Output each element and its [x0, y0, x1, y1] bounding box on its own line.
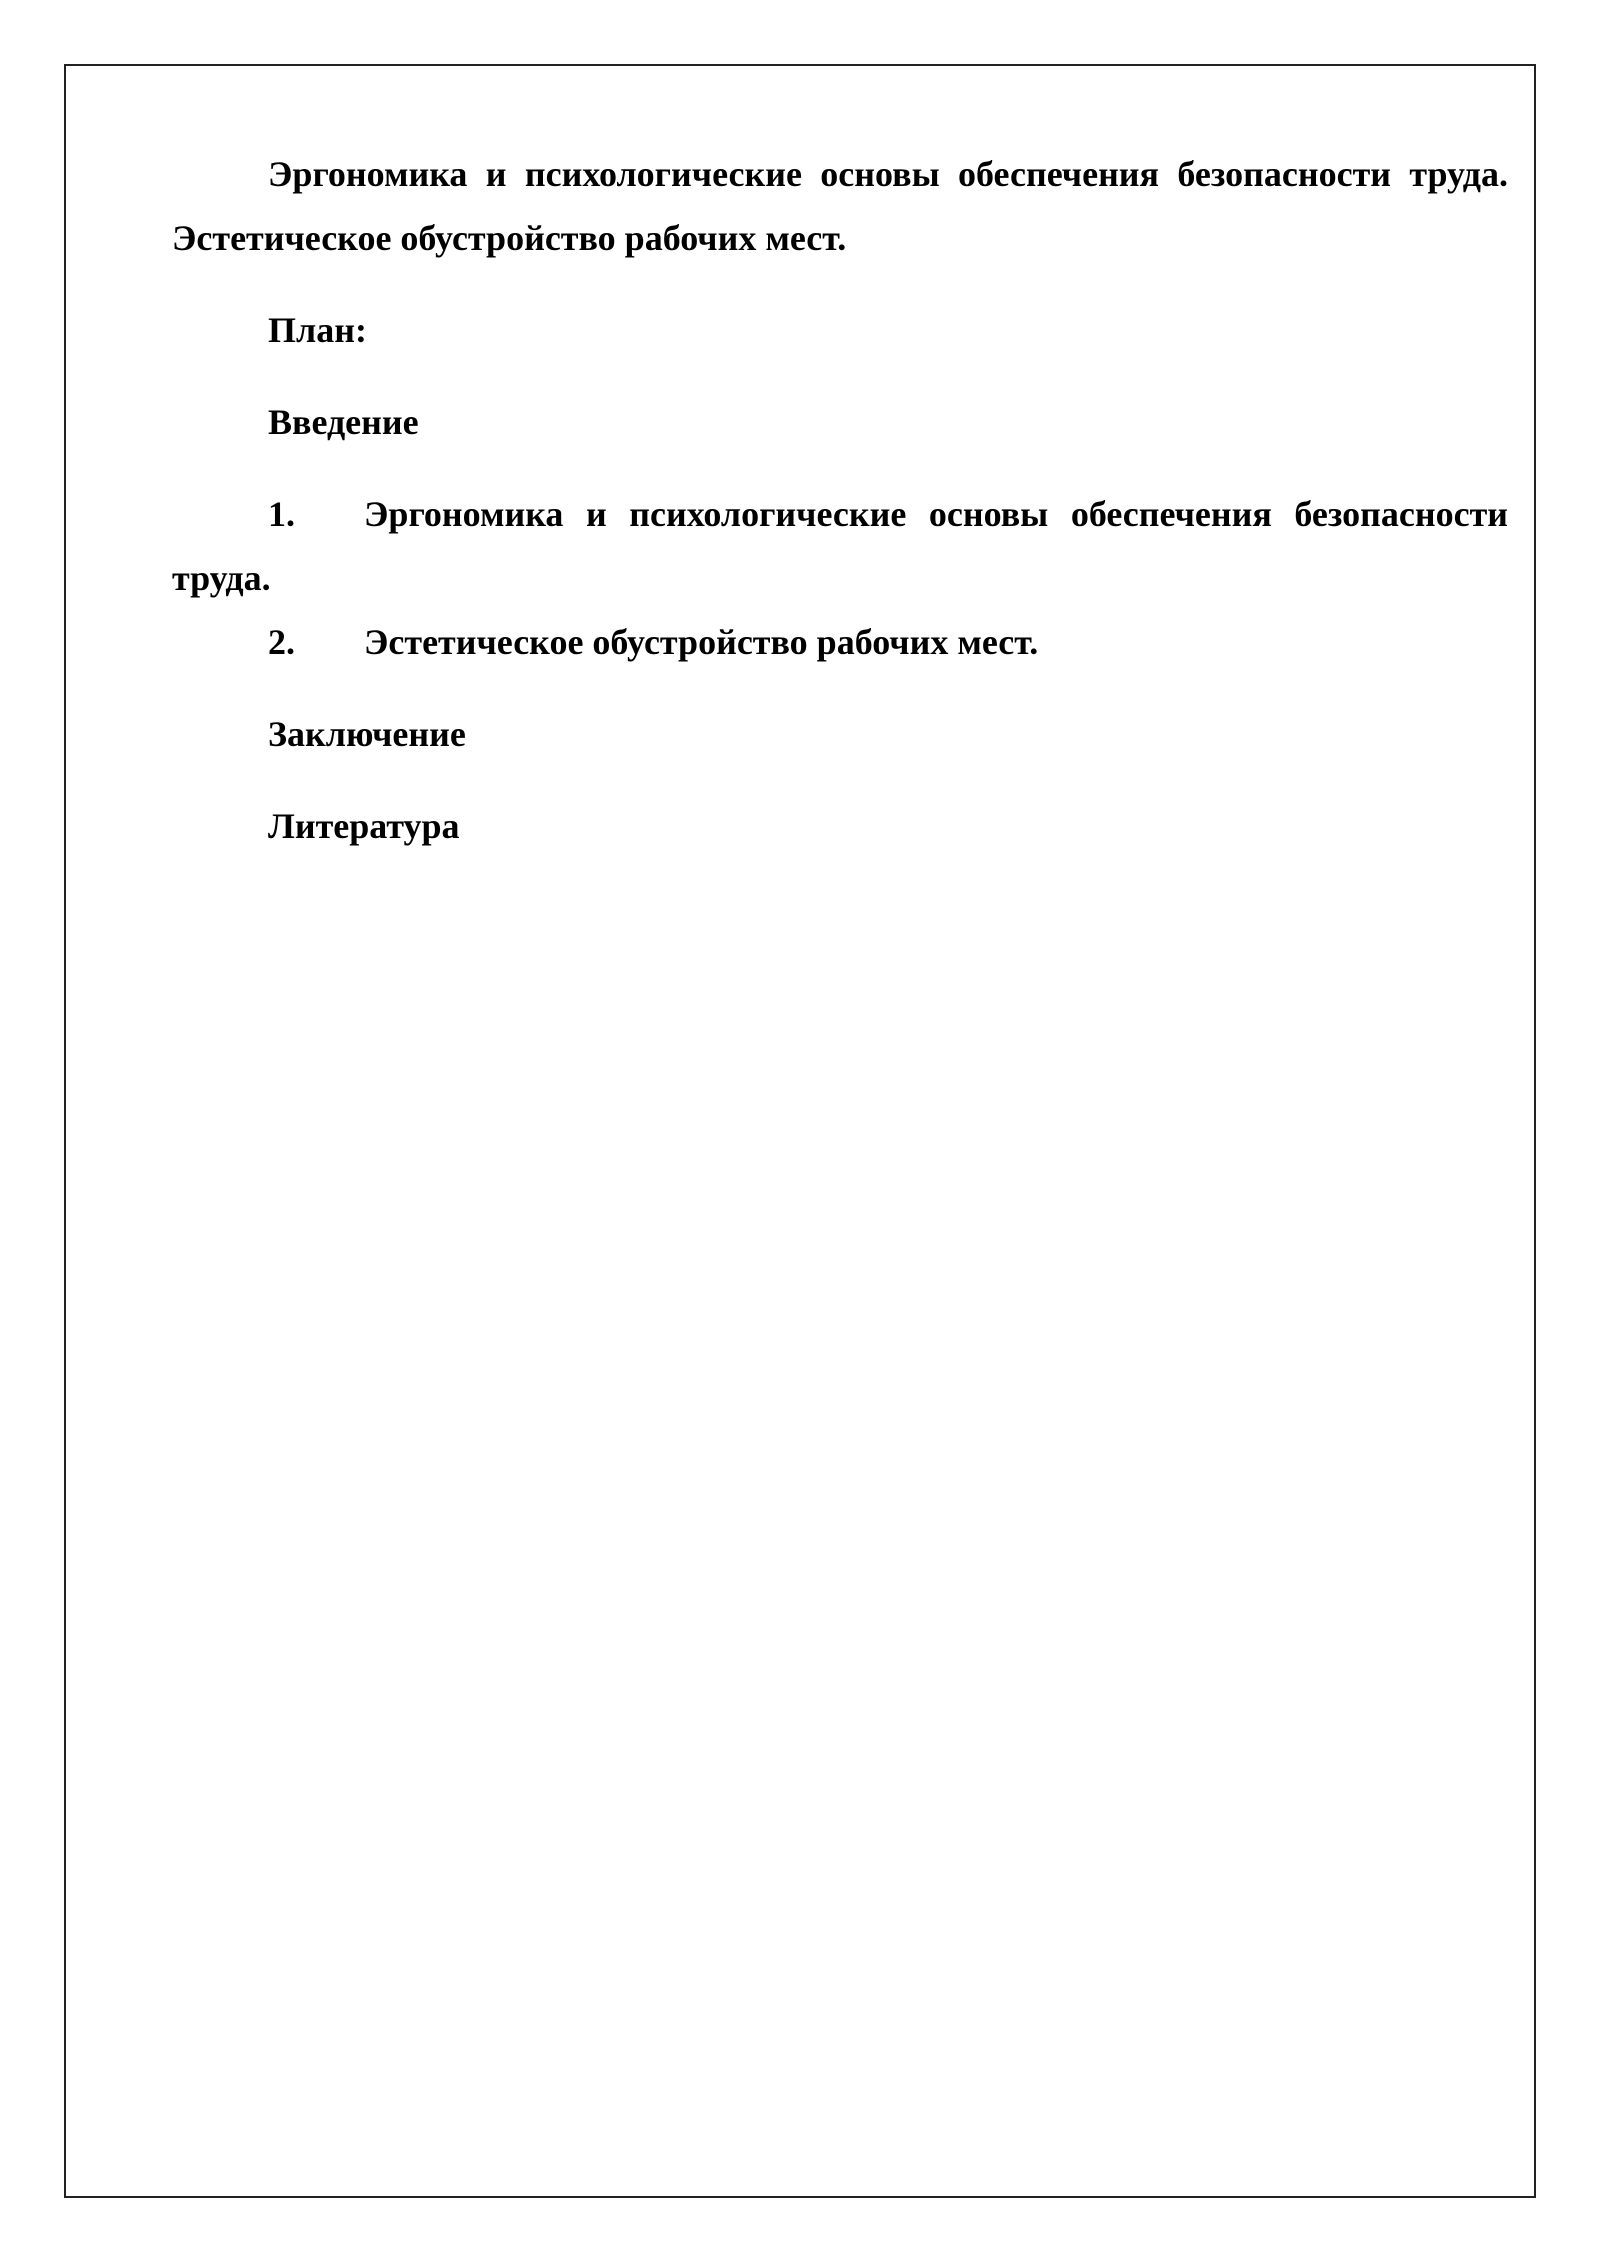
document-body: [172, 142, 1508, 886]
list-item-text: Эргономика и психологические основы обеспечения безопасности труда.: [172, 494, 1508, 598]
literature-heading: Литература: [268, 806, 460, 846]
document-title: Эргономика и психологические основы обеспечения безопасности труда. Эстетическое обустройство рабочих мест.: [172, 154, 1508, 258]
list-item: [172, 482, 1508, 610]
conclusion-heading: Заключение: [268, 714, 466, 754]
introduction-heading: Введение: [268, 402, 419, 442]
list-item-number: 1.: [268, 494, 295, 534]
list-item-text: Эстетическое обустройство рабочих мест.: [364, 622, 1039, 662]
plan-list: [172, 482, 1508, 674]
plan-heading: План:: [268, 310, 367, 350]
list-item: [172, 610, 1508, 674]
list-item-number: 2.: [268, 622, 295, 662]
